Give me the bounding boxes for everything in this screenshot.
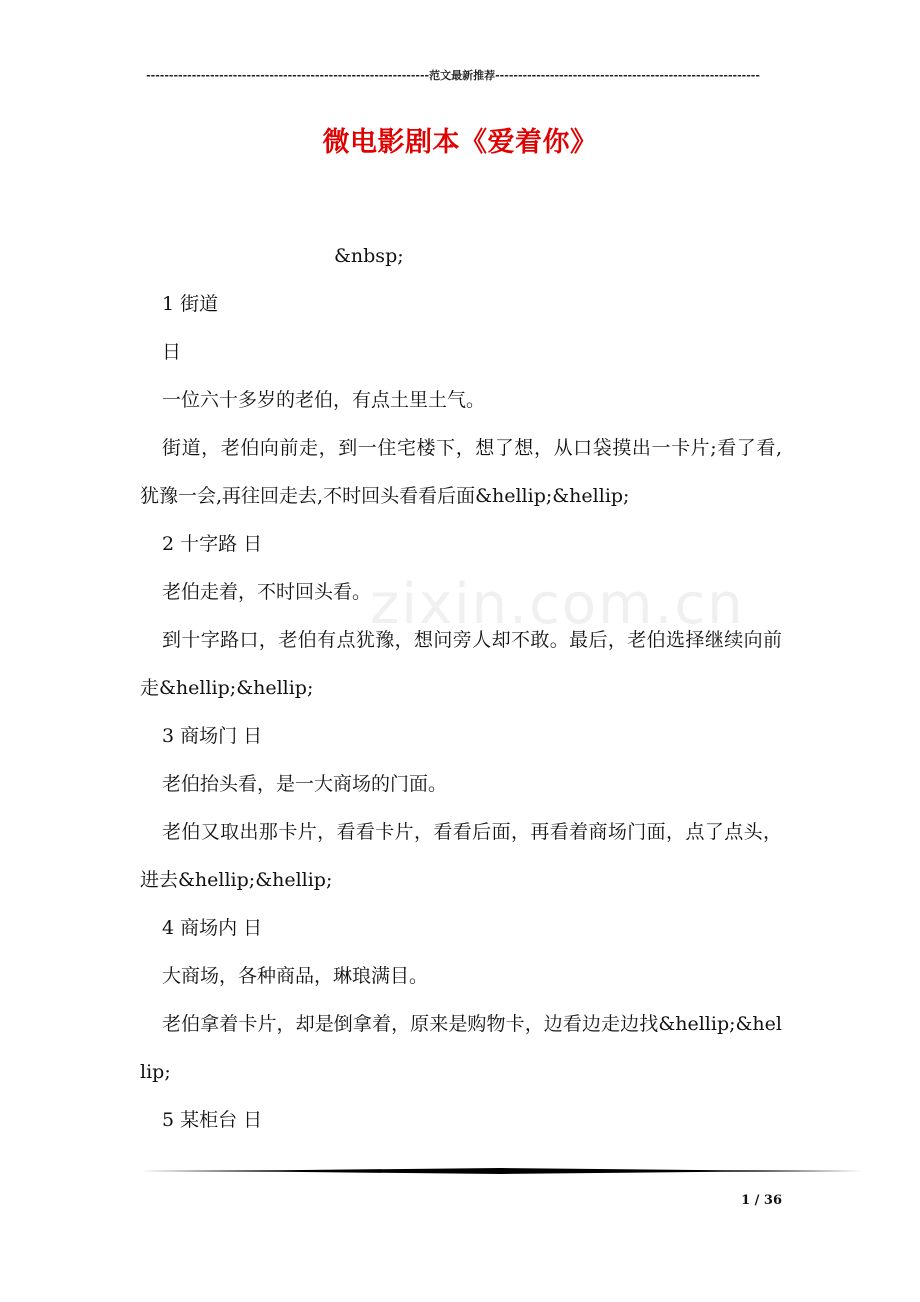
paragraph: 老伯又取出那卡片，看看卡片，看看后面，再看着商场门面，点了点头，进去&hellip;&hellip; [140,821,782,891]
scene-heading: 5 某柜台 日 [162,1109,263,1131]
scene-heading: 2 十字路 日 [162,533,263,555]
page-number: 1 / 36 [741,1193,782,1208]
paragraph: 老伯走着，不时回头看。 [162,581,372,603]
document-body [140,232,782,1144]
paragraph: 到十字路口，老伯有点犹豫，想问旁人却不敢。最后，老伯选择继续向前走&hellip;&hellip; [140,629,782,699]
scene-heading: 3 商场门 日 [162,725,263,747]
watermark: zixin.com.cn [370,572,745,637]
paragraph: 大商场，各种商品，琳琅满目。 [162,965,429,987]
paragraph: 街道，老伯向前走，到一住宅楼下，想了想，从口袋摸出一卡片;看了看,犹豫一会,再往回走去,不时回头看看后面&hellip;&hellip; [140,437,782,507]
scene-time: 日 [162,341,182,363]
paragraph: 老伯抬头看，是一大商场的门面。 [162,773,448,795]
footer-divider [140,1166,862,1176]
scene-heading: 4 商场内 日 [162,917,263,939]
paragraph: &nbsp; [334,245,404,267]
header-banner: --------------------------------------------------------------范文最新推荐---------------------------------------------------------- [146,69,760,82]
paragraph: 一位六十多岁的老伯，有点土里土气。 [162,389,486,411]
paragraph: 老伯拿着卡片，却是倒拿着，原来是购物卡，边看边走边找&hellip;&hellip; [140,1013,782,1083]
document-title: 微电影剧本《爱着你》 [322,127,598,158]
scene-heading: 1 街道 [162,293,219,315]
